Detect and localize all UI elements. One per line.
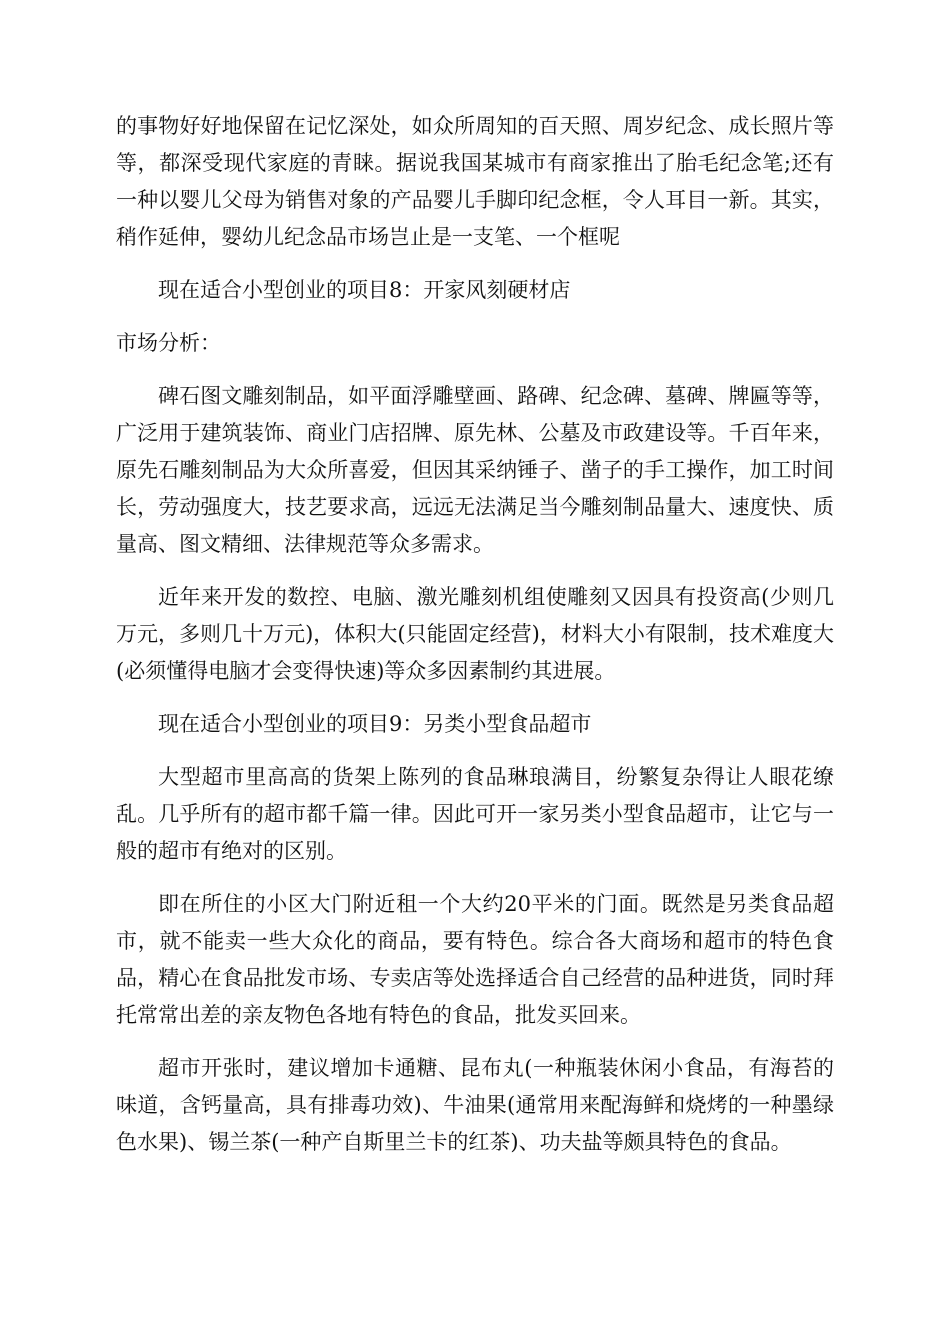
paragraph-continuation: 的事物好好地保留在记忆深处，如众所周知的百天照、周岁纪念、成长照片等等，都深受现代家庭的青睐。据说我国某城市有商家推出了胎毛纪念笔;还有一种以婴儿父母为销售对象的产品婴儿手脚印纪念框，令人耳目一新。其实，稍作延伸，婴幼儿纪念品市场岂止是一支笔、一个框呢	[116, 114, 834, 249]
market-analysis-label: 市场分析：	[116, 331, 221, 355]
document-body	[116, 108, 834, 1177]
paragraph-cnc-laser: 近年来开发的数控、电脑、激光雕刻机组使雕刻又因具有投资高(少则几万元，多则几十万元)，体积大(只能固定经营)，材料大小有限制，技术难度大(必须懂得电脑才会变得快速)等众多因素制约其进展。	[116, 585, 834, 683]
paragraph-supermarket-intro: 大型超市里高高的货架上陈列的食品琳琅满目，纷繁复杂得让人眼花缭乱。几乎所有的超市都千篇一律。因此可开一家另类小型食品超市，让它与一般的超市有绝对的区别。	[116, 765, 834, 863]
section-heading-project-9: 现在适合小型创业的项目9：另类小型食品超市	[158, 712, 592, 736]
paragraph-store-location: 即在所住的小区大门附近租一个大约20平米的门面。既然是另类食品超市，就不能卖一些大众化的商品，要有特色。综合各大商场和超市的特色食品，精心在食品批发市场、专卖店等处选择适合自己经营的品种进货，同时拜托常常出差的亲友物色各地有特色的食品，批发买回来。	[116, 892, 834, 1027]
paragraph-stone-carving: 碑石图文雕刻制品，如平面浮雕壁画、路碑、纪念碑、墓碑、牌匾等等，广泛用于建筑装饰、商业门店招牌、原先林、公墓及市政建设等。千百年来，原先石雕刻制品为大众所喜爱，但因其采纳锤子、凿子的手工操作，加工时间长，劳动强度大，技艺要求高，远远无法满足当今雕刻制品量大、速度快、质量高、图文精细、法律规范等众多需求。	[116, 384, 834, 556]
paragraph-opening-products: 超市开张时，建议增加卡通糖、昆布丸(一种瓶装休闲小食品，有海苔的味道，含钙量高，具有排毒功效)、牛油果(通常用来配海鲜和烧烤的一种墨绿色水果)、锡兰茶(一种产自斯里兰卡的红茶)、功夫盐等颇具特色的食品。	[116, 1056, 834, 1154]
section-heading-project-8: 现在适合小型创业的项目8：开家风刻硬材店	[158, 278, 571, 302]
